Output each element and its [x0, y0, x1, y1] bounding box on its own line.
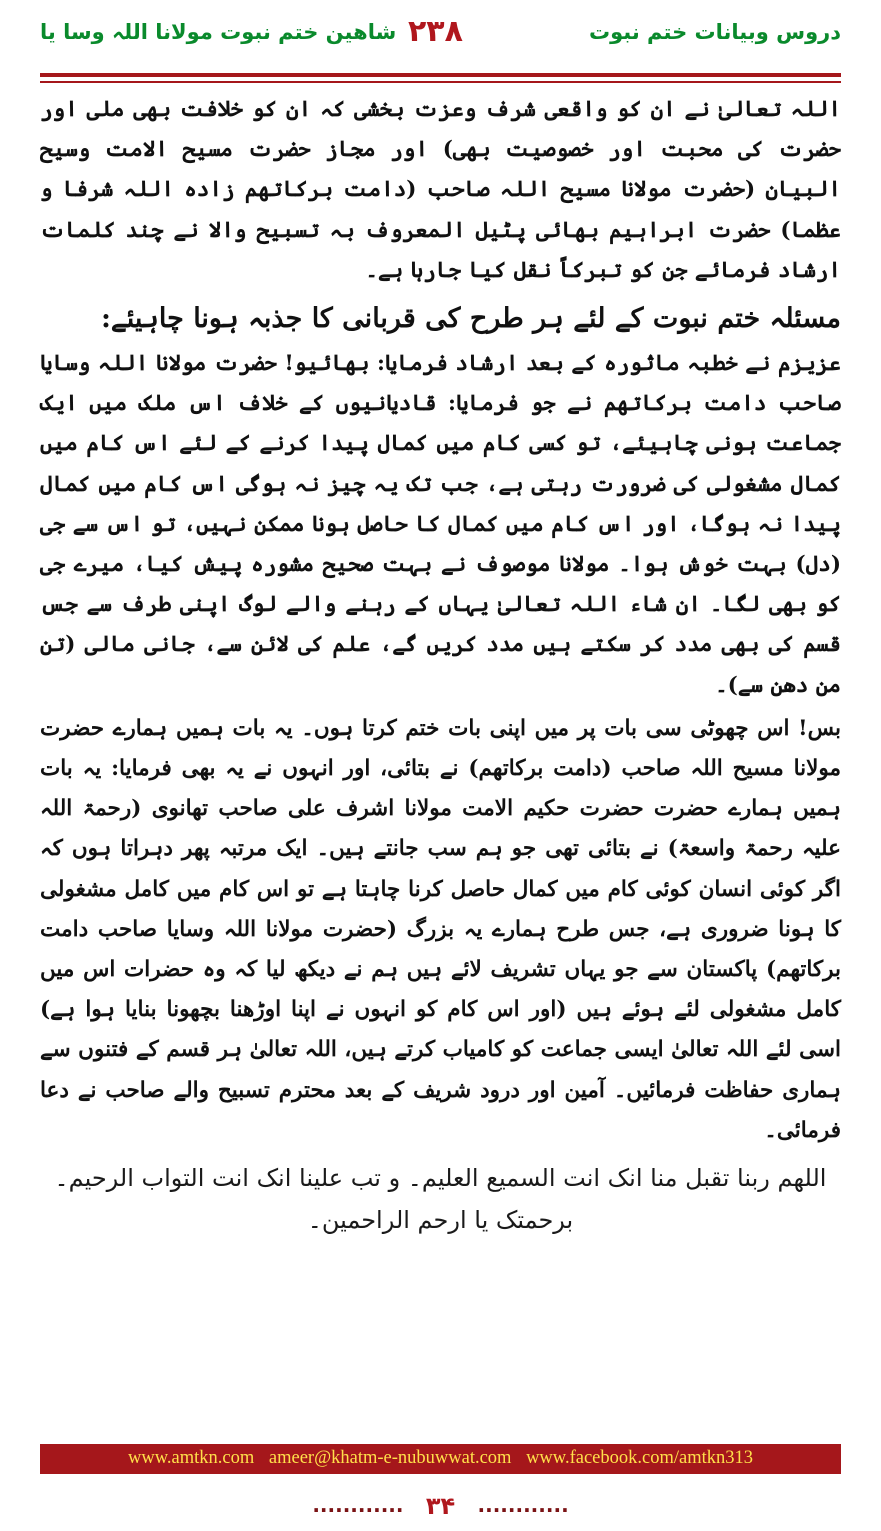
section-heading: مسئلہ ختم نبوت کے لئے ہر طرح کی قربانی کا جذبہ ہونا چاہیئے:: [100, 303, 841, 335]
closing-paragraph: بس! اس چھوٹی سی بات پر میں اپنی بات ختم کرتا ہوں۔ یہ بات ہمیں ہمارے حضرت مولانا مسیح اللہ صاحب (دامت برکاتھم) نے بتائی، اور انہوں نے یہ بھی فرمایا: یہ بات ہمیں ہمارے حضرت حضرت حکیم الامت مولانا اشرف علی صاحب تھانوی (رحمۃ اللہ علیہ رحمۃ واسعۃ) نے بتائی تھی جو ہم سب جانتے ہیں۔ ایک مرتبہ پھر دہراتا ہوں کہ اگر کوئی انسان کوئی کام میں کمال حاصل کرنا چاہتا ہے تو اس کام میں کامل مشغولی کا ہونا ضروری ہے، جس طرح ہمارے یہ بزرگ (حضرت مولانا اللہ وسایا صاحب دامت برکاتھم) پاکستان سے جو یہاں تشریف لائے ہیں ہم نے دیکھ لیا کہ وہ حضرات اس میں کامل مشغولی لئے ہوئے ہیں (اور اس کام کو انہوں نے اپنا اوڑھنا بچھونا بنایا ہوا ہے) اسی لئے اللہ تعالیٰ ایسی جماعت کو کامیاب کرتے ہیں، اللہ تعالیٰ ہر قسم کے فتنوں سے ہماری حفاظت فرمائیں۔ آمین اور درود شریف کے بعد محترم تسبیح والے صاحب نے دعا فرمائی۔: [40, 715, 841, 1143]
header-rule-thick: [40, 73, 841, 77]
page-header: [40, 14, 841, 60]
email-link[interactable]: ameer@khatm-e-nubuwwat.com: [268, 1448, 512, 1468]
page-marker-number: ۳۴: [425, 1492, 456, 1520]
header-rule-thin: [40, 81, 841, 83]
dua-prayer: اللهم ربنا تقبل منا انک انت السمیع العلیم۔ و تب علینا انک انت التواب الرحیم۔ برحمتک یا ارحم الراحمین۔: [54, 1164, 827, 1235]
speaker-title: شاهین ختم نبوت مولانا اللہ وسا یا: [40, 20, 397, 44]
speech-paragraph: عزیزم نے خطبہ ماثورہ کے بعد ارشاد فرمایا: بھائیو! حضرت مولانا اللہ وسایا صاحب دامت برکاتھم نے جو فرمایا: قادیانیوں کے خلاف اس ملک میں ایک جماعت ہونی چاہیئے، تو کسی کام میں کمال پیدا کرنے کے لئے اس کام میں کمال مشغولی کی ضرورت رہتی ہے، جب تک یہ چیز نہ ہوگی اس کام میں کمال پیدا نہ ہوگا، اور اس کام میں کمال کا حاصل ہونا ممکن نہیں، تو اس سے جی (دل) بہت خوش ہوا۔ مولانا موصوف نے بہت صحیح مشورہ پیش کیا، میرے جی کو بھی لگا۔ ان شاء اللہ تعالیٰ یہاں کے رہنے والے لوگ اپنی طرف سے جس قسم کی بھی مدد کر سکتے ہیں مدد کریں گے، علم کی لائن سے، جانی مالی (تن من دھن سے)۔: [40, 351, 841, 698]
dots-right: ............: [477, 1493, 569, 1517]
intro-paragraph: اللہ تعالیٰ نے ان کو واقعی شرف وعزت بخشی کہ ان کو خلافت بھی ملی اور حضرت کی محبت اور خصوصیت بھی) اور مجاز حضرت مسیح الامت وسیح البیان (حضرت مولانا مسیح اللہ صاحب (دامت برکاتھم زادہ اللہ شرفا و عظما) حضرت ابراہیم بھائی پٹیل المعروف بہ تسبیح والا نے چند کلمات ارشاد فرمائے جن کو تبرکاً نقل کیا جارہا ہے۔: [40, 97, 841, 283]
page-body: [40, 90, 841, 1241]
page-number: ۲۳۸: [408, 14, 463, 49]
book-title: دروس وبیانات ختم نبوت: [589, 20, 841, 44]
footer-links: [40, 1448, 841, 1469]
facebook-link[interactable]: www.facebook.com/amtkn313: [526, 1448, 753, 1468]
website-link[interactable]: www.amtkn.com: [128, 1448, 255, 1468]
footer-page-marker: [300, 1492, 581, 1520]
dots-left: ............: [312, 1493, 404, 1517]
footer-bar: [40, 1444, 841, 1474]
